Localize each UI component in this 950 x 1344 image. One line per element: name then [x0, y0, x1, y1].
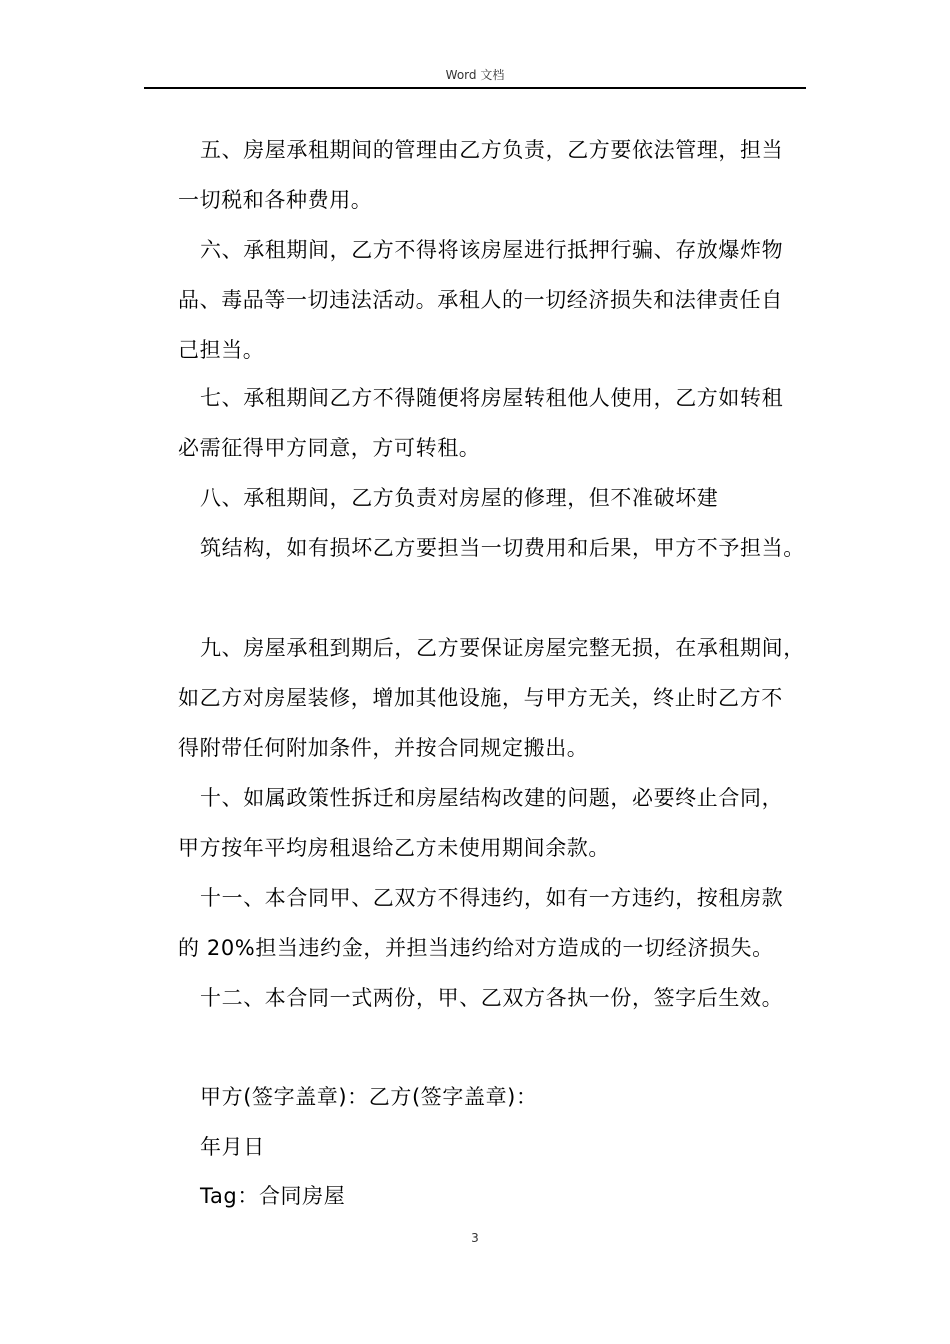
text-line: 必需征得甲方同意，方可转租。 [178, 436, 481, 460]
signature-line: 甲方(签字盖章)：乙方(签字盖章)： [200, 1085, 538, 1109]
text-line: 九、房屋承租到期后，乙方要保证房屋完整无损，在承租期间， [200, 636, 805, 660]
text-line: 如乙方对房屋装修，增加其他设施，与甲方无关，终止时乙方不 [178, 686, 783, 710]
text-line: 得附带任何附加条件，并按合同规定搬出。 [178, 736, 589, 760]
text-line: 十二、本合同一式两份，甲、乙双方各执一份，签字后生效。 [200, 986, 784, 1010]
text-line: 一切税和各种费用。 [178, 188, 373, 212]
text-line: 的 20%担当违约金，并担当违约给对方造成的一切经济损失。 [178, 936, 774, 960]
text-line: 七、承租期间乙方不得随便将房屋转租他人使用，乙方如转租 [200, 386, 784, 410]
date-line: 年月日 [200, 1135, 265, 1159]
tag-line: Tag：合同房屋 [200, 1184, 346, 1208]
text-line: 十、如属政策性拆迁和房屋结构改建的问题，必要终止合同， [200, 786, 784, 810]
text-line: 八、承租期间，乙方负责对房屋的修理，但不准破坏建 [200, 486, 719, 510]
text-line: 六、承租期间，乙方不得将该房屋进行抵押行骗、存放爆炸物 [200, 238, 784, 262]
header-divider [144, 87, 806, 89]
text-line: 品、毒品等一切违法活动。承租人的一切经济损失和法律责任自 [178, 288, 783, 312]
page-number: 3 [471, 1231, 479, 1245]
text-line: 筑结构，如有损坏乙方要担当一切费用和后果，甲方不予担当。 [200, 536, 805, 560]
text-line: 五、房屋承租期间的管理由乙方负责，乙方要依法管理，担当 [200, 138, 784, 162]
text-line: 十一、本合同甲、乙双方不得违约，如有一方违约，按租房款 [200, 886, 784, 910]
text-line: 己担当。 [178, 338, 265, 362]
text-line: 甲方按年平均房租退给乙方未使用期间余款。 [178, 836, 610, 860]
page-header: Word 文档 [445, 68, 505, 82]
